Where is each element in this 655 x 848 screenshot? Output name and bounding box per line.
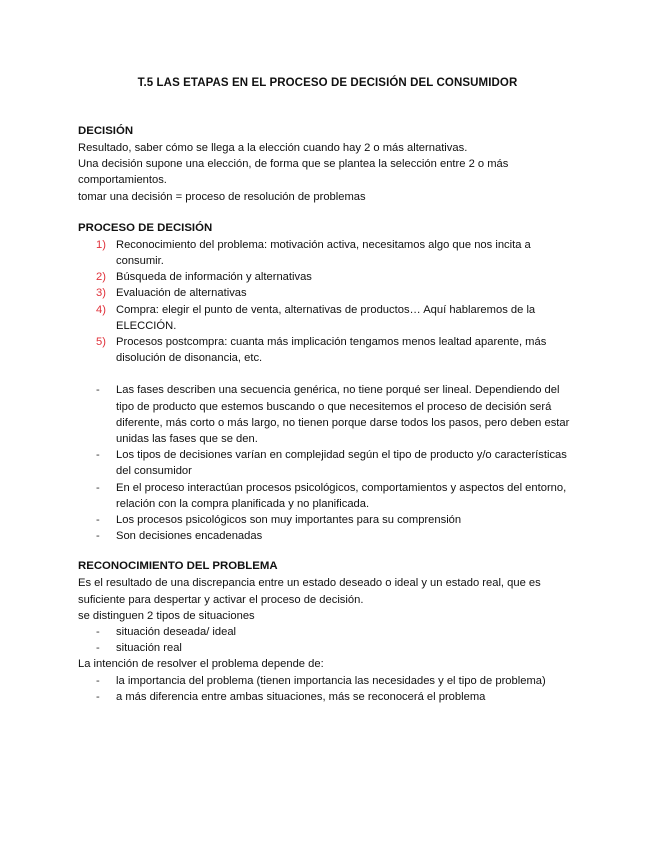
list-text: Búsqueda de información y alternativas — [116, 271, 312, 284]
list-item — [78, 334, 578, 366]
section-decision — [78, 123, 578, 205]
list-item — [78, 447, 578, 479]
types-list — [78, 624, 578, 656]
list-text: Los tipos de decisiones varían en complejidad según el tipo de producto y/o características del consumidor — [116, 449, 567, 478]
factors-list — [78, 673, 578, 705]
list-marker: - — [96, 642, 100, 655]
list-marker: - — [96, 626, 100, 639]
list-marker: - — [96, 514, 100, 527]
list-item — [78, 640, 578, 656]
list-marker: 2) — [96, 271, 106, 284]
list-text: En el proceso interactúan procesos psicológicos, comportamientos y aspectos del entorno, relación con la compra planificada y no planificada. — [116, 481, 567, 510]
list-marker: - — [96, 530, 100, 543]
list-text: la importancia del problema (tienen importancia las necesidades y el tipo de problema) — [116, 674, 546, 687]
document-title: T.5 LAS ETAPAS EN EL PROCESO DE DECISIÓN DEL CONSUMIDOR — [137, 77, 518, 89]
list-marker: 4) — [96, 303, 106, 316]
section-proceso — [78, 220, 578, 545]
section-heading: DECISIÓN — [78, 125, 134, 137]
list-item — [78, 624, 578, 640]
list-item — [78, 512, 578, 528]
section-heading: RECONOCIMIENTO DEL PROBLEMA — [78, 560, 278, 573]
list-item — [78, 382, 578, 447]
list-text: Son decisiones encadenadas — [116, 530, 263, 543]
list-text: situación real — [116, 642, 182, 655]
list-item — [78, 237, 578, 269]
list-text: Compra: elegir el punto de venta, alternativas de productos… Aquí hablaremos de la ELECCIÓN. — [116, 303, 536, 332]
list-text: Procesos postcompra: cuanta más implicación tengamos menos lealtad aparente, más disolución de disonancia, etc. — [116, 336, 547, 365]
paragraph: Es el resultado de una discrepancia entre un estado deseado o ideal y un estado real, que es suficiente para despertar y activar el proceso de decisión. — [78, 577, 541, 606]
paragraph-line: Una decisión supone una elección, de forma que se plantea la selección entre 2 o más comportamientos. — [78, 158, 509, 187]
list-item — [78, 480, 578, 512]
list-marker: - — [96, 384, 100, 397]
section-heading: PROCESO DE DECISIÓN — [78, 221, 213, 234]
paragraph: se distinguen 2 tipos de situaciones — [78, 609, 255, 622]
list-marker: - — [96, 674, 100, 687]
section-reconocimiento — [78, 558, 578, 705]
list-text: Reconocimiento del problema: motivación activa, necesitamos algo que nos incita a consumir. — [116, 238, 531, 268]
paragraph-line: Resultado, saber cómo se llega a la elección cuando hay 2 o más alternativas. — [78, 142, 468, 154]
list-item — [78, 689, 578, 705]
notes-list — [78, 382, 578, 544]
list-marker: 3) — [96, 287, 106, 300]
paragraph-line: tomar una decisión = proceso de resolución de problemas — [78, 190, 366, 203]
list-marker: - — [96, 481, 100, 494]
list-text: Las fases describen una secuencia genérica, no tiene porqué ser lineal. Dependiendo del tipo de producto que estemos buscando o que necesitemos el proceso de decisión será diferente, más corto o más largo, no tienen porque darse todos los pasos, pero deben estar unidas las fases que se den. — [116, 384, 570, 446]
list-marker: 5) — [96, 336, 106, 349]
list-item — [78, 528, 578, 544]
steps-list — [78, 237, 578, 367]
paragraph: La intención de resolver el problema depende de: — [78, 658, 324, 671]
spacer — [78, 366, 578, 382]
list-item — [78, 269, 578, 285]
document-body — [78, 123, 578, 705]
list-item — [78, 302, 578, 334]
list-text: Evaluación de alternativas — [116, 287, 247, 300]
list-text: situación deseada/ ideal — [116, 626, 237, 639]
list-item — [78, 673, 578, 689]
list-marker: - — [96, 690, 100, 703]
list-item — [78, 285, 578, 301]
list-marker: - — [96, 449, 100, 462]
list-text: a más diferencia entre ambas situaciones, más se reconocerá el problema — [116, 690, 486, 703]
list-marker: 1) — [96, 238, 106, 251]
list-text: Los procesos psicológicos son muy importantes para su comprensión — [116, 514, 462, 527]
